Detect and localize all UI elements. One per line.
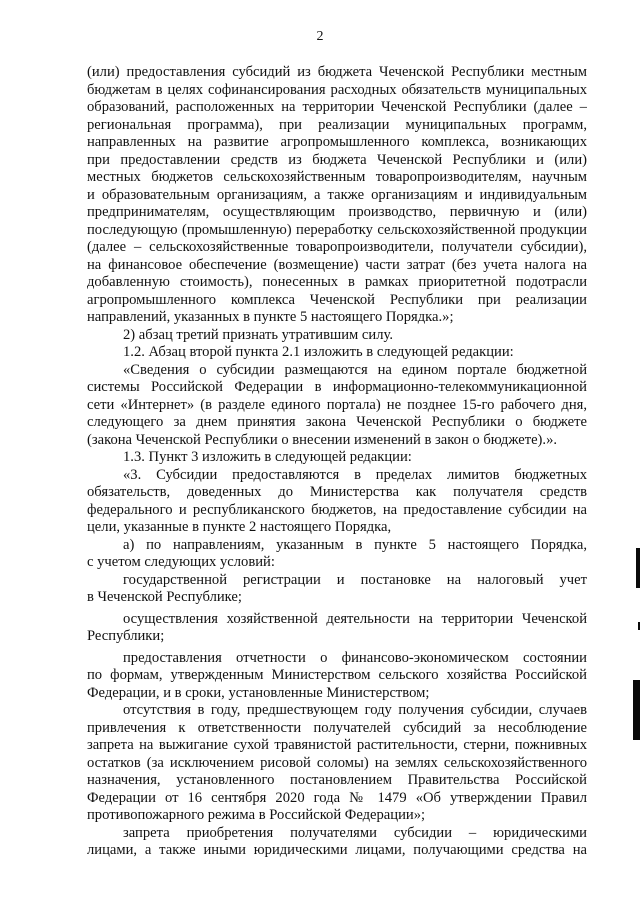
text-line: (закона Чеченской Республики о внесении изменений в закон о бюджете).». — [87, 431, 558, 448]
text-line: при предоставлении средств из бюджета Чеченской Республики и (или) — [87, 151, 587, 168]
text-line: «Сведения о субсидии размещаются на едином портале бюджетной — [123, 361, 587, 378]
text-line: Республики; — [87, 628, 165, 644]
text-line: федерального и республиканского бюджетов, на предоставление субсидии на — [87, 501, 587, 518]
text-line: сети «Интернет» (в разделе единого портала) не позднее 15-го рабочего дня, — [87, 396, 587, 413]
text-line: лицами, а также иными юридическими лицами, получающими средства на — [87, 842, 587, 858]
text-line: направленных на развитие агропромышленного комплекса, возникающих — [87, 134, 587, 150]
text-line: добавленную стоимость), понесенных в рамках приоритетной подотрасли — [87, 274, 587, 290]
text-line: Федерации от 16 сентября 2020 года № 1479 «Об утверждении Правил — [87, 789, 587, 806]
text-line: на финансовое обеспечение (возмещение) части затрат (без учета налога на — [87, 256, 587, 273]
text-line: а) по направлениям, указанным в пункте 5 настоящего Порядка, — [123, 536, 587, 553]
text-line: (или) предоставления субсидий из бюджета Чеченской Республики местным — [87, 64, 587, 80]
scan-edge-mark — [633, 680, 640, 740]
text-line: Федерации, и в сроки, установленные Министерством; — [87, 684, 430, 701]
text-line: 1.3. Пункт 3 изложить в следующей редакции: — [123, 449, 412, 465]
text-line: следующего за днем принятия закона Чеченской Республики о бюджете — [87, 414, 587, 430]
page-number: 2 — [316, 29, 324, 44]
text-line: привлечения к ответственности получателей субсидий за несоблюдение — [87, 719, 587, 736]
text-line: последующую (промышленную) переработку сельскохозяйственной продукции — [87, 221, 587, 238]
text-line: назначения, установленного постановлением Правительства Российской — [87, 772, 587, 788]
text-line: бюджетам в целях софинансирования расходных обязательств муниципальных — [87, 81, 587, 98]
text-line: региональная программа), при реализации муниципальных программ, — [87, 116, 587, 133]
text-line: осуществления хозяйственной деятельности на территории Чеченской — [123, 610, 587, 627]
text-line: 1.2. Абзац второй пункта 2.1 изложить в следующей редакции: — [123, 344, 514, 360]
text-line: запрета на выжигание сухой травянистой растительности, стерни, пожнивных — [87, 737, 587, 753]
text-line: остатков (за исключением рисовой соломы) на землях сельскохозяйственного — [87, 754, 587, 771]
text-line: предпринимателям, осуществляющим производство, первичную и (или) — [87, 204, 587, 220]
text-line: с учетом следующих условий: — [87, 554, 275, 570]
text-line: и образовательным организациям, а также организациям и индивидуальным — [87, 186, 587, 203]
text-line: отсутствия в году, предшествующем году получения субсидии, случаев — [123, 702, 587, 718]
text-line: цели, указанные в пункте 2 настоящего Порядка, — [87, 519, 392, 535]
text-line: по формам, утвержденным Министерством сельского хозяйства Российской — [87, 667, 587, 683]
text-line: (далее – сельскохозяйственные товаропроизводители, получатели субсидии), — [87, 239, 587, 255]
text-line: «3. Субсидии предоставляются в пределах лимитов бюджетных — [123, 466, 587, 483]
text-line: системы Российской Федерации в информационно-телекоммуникационной — [87, 379, 587, 395]
text-line: в Чеченской Республике; — [87, 589, 242, 605]
text-line: запрета приобретения получателями субсидии – юридическими — [123, 824, 587, 841]
text-line: образований, расположенных на территории Чеченской Республики (далее – — [87, 99, 587, 115]
text-line: обязательств, доведенных до Министерства как получателя средств — [87, 484, 587, 500]
text-line: государственной регистрации и постановке на налоговый учет — [123, 571, 587, 588]
text-line: 2) абзац третий признать утратившим силу. — [123, 326, 393, 343]
text-line: направлений, указанных в пункте 5 настоящего Порядка.»; — [87, 309, 454, 325]
text-line: местных бюджетов сельскохозяйственным товаропроизводителям, научным — [87, 169, 587, 185]
scan-edge-mark — [636, 548, 640, 588]
text-line: противопожарного режима в Российской Федерации»; — [87, 807, 426, 823]
document-body — [87, 64, 587, 860]
text-line: предоставления отчетности о финансово-экономическом состоянии — [123, 649, 587, 666]
text-line: агропромышленного комплекса Чеченской Республики при реализации — [87, 291, 587, 308]
